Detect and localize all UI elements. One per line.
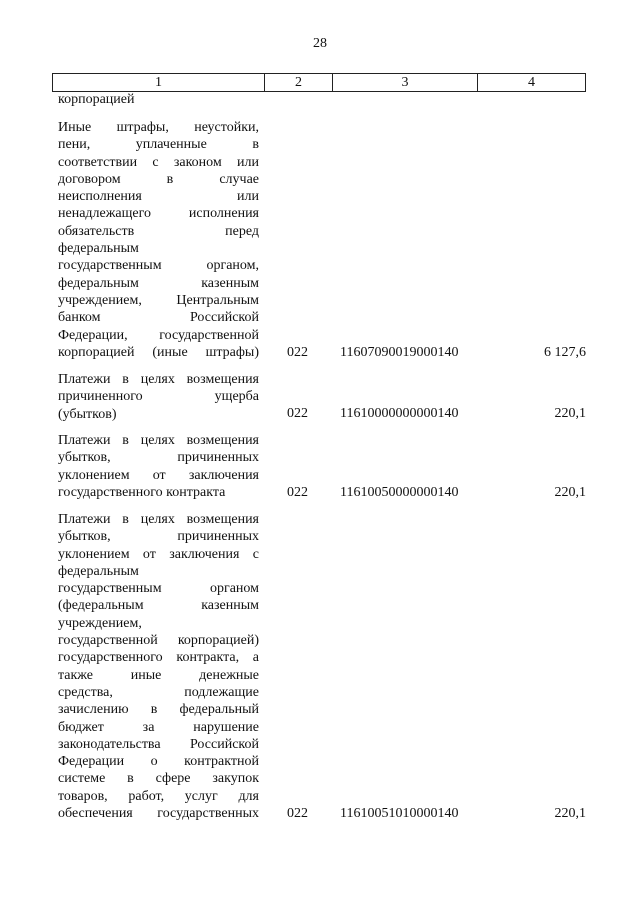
amount-value: 220,1 bbox=[554, 406, 586, 421]
description-line: Иные штрафы, неустойки, bbox=[58, 120, 259, 135]
description-line: неисполнения или bbox=[58, 189, 259, 205]
admin-code: 022 bbox=[287, 485, 308, 500]
description-line: пени, уплаченные в bbox=[58, 137, 259, 153]
admin-code: 022 bbox=[287, 406, 308, 421]
header-col-2: 2 bbox=[265, 74, 333, 91]
admin-code: 022 bbox=[287, 345, 308, 360]
row-description bbox=[58, 371, 259, 423]
description-line: Платежи в целях возмещения bbox=[58, 372, 259, 387]
description-line: убытков, причиненных bbox=[58, 450, 259, 466]
header-col-4: 4 bbox=[528, 75, 535, 90]
description-line: (федеральным казенным bbox=[58, 598, 259, 614]
description-line: уклонением от заключения bbox=[58, 467, 259, 483]
description-line: государственной корпорацией) bbox=[58, 633, 259, 649]
description-line: договором в случае bbox=[58, 171, 259, 187]
description-line: учреждением, bbox=[58, 615, 142, 631]
budget-classification-code: 11610051010000140 bbox=[340, 806, 459, 821]
description-line: бюджет за нарушение bbox=[58, 719, 259, 735]
description-line: банком Российской bbox=[58, 310, 259, 326]
description-line: Платежи в целях возмещения bbox=[58, 433, 259, 448]
page-number: 28 bbox=[313, 36, 327, 51]
header-col-1: 1 bbox=[53, 74, 265, 91]
description-line: ненадлежащего исполнения bbox=[58, 206, 259, 222]
row-description bbox=[58, 119, 259, 361]
description-line: убытков, причиненных bbox=[58, 529, 259, 545]
description-line: соответствии с законом или bbox=[58, 154, 259, 170]
description-line: корпорацией (иные штрафы) bbox=[58, 344, 259, 360]
description-line: государственного контракта, а bbox=[58, 650, 259, 666]
description-line: (убытков) bbox=[58, 406, 117, 422]
header-col-3: 3 bbox=[333, 74, 478, 91]
description-line: зачислению в федеральный bbox=[58, 702, 259, 718]
description-line: также иные денежные bbox=[58, 667, 259, 683]
description-line: Федерации, государственной bbox=[58, 327, 259, 343]
amount-value: 6 127,6 bbox=[544, 345, 586, 360]
description-line: федеральным bbox=[58, 563, 139, 579]
budget-classification-code: 11610000000000140 bbox=[340, 406, 459, 421]
description-line: государственным органом bbox=[58, 581, 259, 597]
description-line: корпорацией bbox=[58, 92, 135, 107]
description-line: Платежи в целях возмещения bbox=[58, 512, 259, 527]
description-line: федеральным казенным bbox=[58, 275, 259, 291]
admin-code: 022 bbox=[287, 806, 308, 821]
description-line: государственным органом, bbox=[58, 258, 259, 274]
description-line: причиненного ущерба bbox=[58, 389, 259, 405]
description-line: законодательства Российской bbox=[58, 736, 259, 752]
description-line: уклонением от заключения с bbox=[58, 546, 259, 562]
description-line: Федерации о контрактной bbox=[58, 754, 259, 770]
description-line: средства, подлежащие bbox=[58, 684, 259, 700]
description-line: федеральным bbox=[58, 241, 139, 257]
row-description bbox=[58, 432, 259, 501]
amount-value: 220,1 bbox=[554, 485, 586, 500]
budget-classification-code: 11610050000000140 bbox=[340, 485, 459, 500]
row-description bbox=[58, 91, 259, 108]
row-description bbox=[58, 511, 259, 822]
description-line: учреждением, Центральным bbox=[58, 292, 259, 308]
description-line: системе в сфере закупок bbox=[58, 771, 259, 787]
description-line: обязательств перед bbox=[58, 223, 259, 239]
description-line: государственного контракта bbox=[58, 484, 226, 500]
description-line: обеспечения государственных bbox=[58, 806, 259, 822]
description-line: товаров, работ, услуг для bbox=[58, 788, 259, 804]
table-header-row bbox=[52, 73, 586, 92]
amount-value: 220,1 bbox=[554, 806, 586, 821]
budget-classification-code: 11607090019000140 bbox=[340, 345, 459, 360]
